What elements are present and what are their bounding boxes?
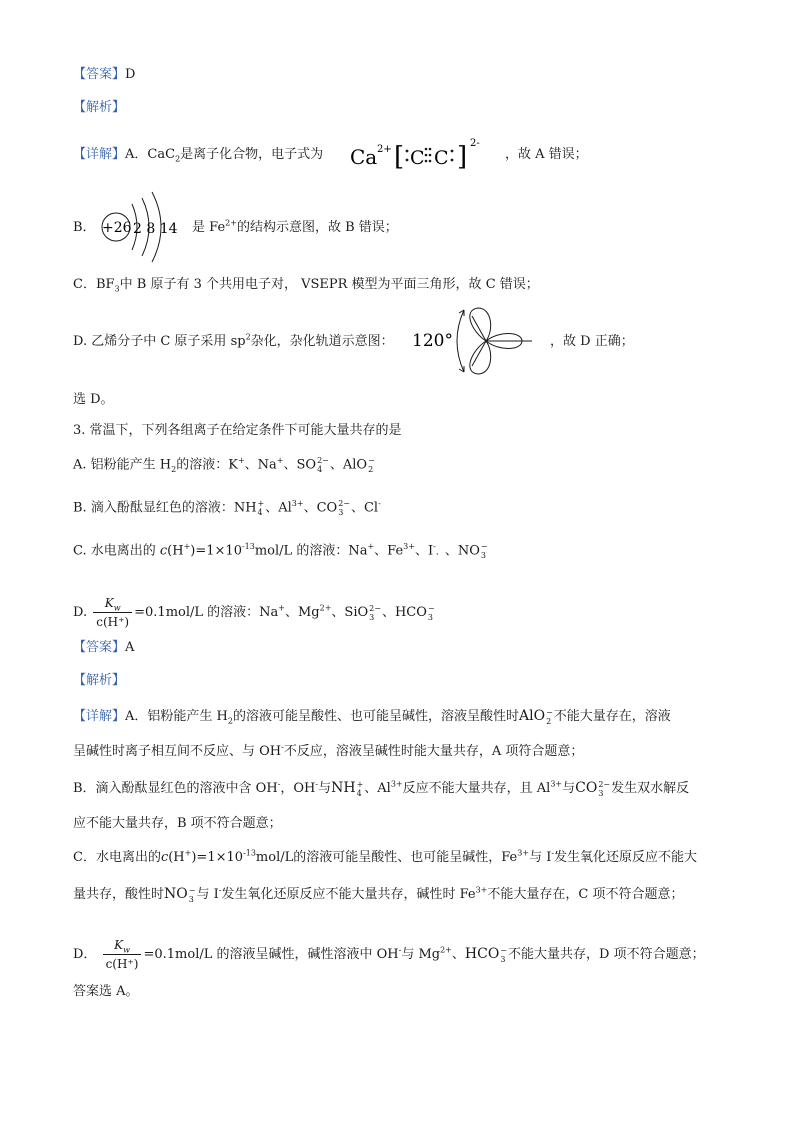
q3-explain-a-line1: 【详解】A．铝粉能产生 $H_2$的溶液可能呈酸性、也可能呈碱性，溶液呈酸性时AlO − 2 不能大量存在，溶液 — [73, 707, 671, 726]
kw-fraction: $\frac{K_w}{c(H^+)}$ — [93, 594, 132, 631]
q2-b-text: 是 $Fe^{2+}$的结构示意图，故 B 错误； — [192, 218, 398, 235]
q2-d-end: ，故 D 正确； — [550, 334, 634, 349]
analysis-label: 【解析】 — [73, 100, 126, 115]
right-bracket: ] — [457, 142, 468, 172]
answer-line — [73, 66, 135, 84]
answer-value: A — [125, 640, 135, 655]
nucleus-charge: +26 — [102, 220, 132, 236]
q3-explain-b-line2: 应不能大量共存，B 项不符合题意； — [73, 816, 282, 831]
q3-analysis-label: 【解析】 — [73, 673, 126, 688]
fe-structure-diagram — [96, 188, 191, 268]
answer-label: 【答案】 — [73, 67, 126, 82]
q3-option-b[interactable]: B. 滴入酚酞显红色的溶液：NH + 4 、$Al^{3+}$、CO 2− 3 、Cl- — [73, 499, 381, 517]
svg-text:C: C — [434, 147, 449, 169]
q2-d-text: D. 乙烯分子中 C 原子采用 $sp^2$杂化，杂化轨道示意图： — [73, 332, 394, 349]
q3-explain-c-line1: C．水电离出的$c(H^+)=1\times 10^{-13}mol/L$的溶液可能呈酸性、也可能呈碱性，$Fe^{3+}$与 I-发生氧化还原反应不能大 — [73, 848, 698, 865]
answer-value: D — [125, 67, 136, 82]
q3-final-answer: 答案选 A。 — [73, 984, 139, 999]
q2-choose: 选 D。 — [73, 392, 114, 407]
answer-label: 【答案】 — [73, 640, 126, 655]
q3-option-c[interactable]: C. 水电离出的 $c(H^+)=1\times 10^{-13}mol/L$ 的溶液：Na+、$Fe^{3+}$、I-、、NO − 3 — [73, 542, 488, 560]
sp2-orbital-diagram — [412, 302, 537, 380]
bond-angle: 120° — [412, 331, 453, 351]
q2-option-a-explanation: 【详解】A．CaC$_2$是离子化合物，电子式为 — [73, 147, 324, 164]
svg-text:C: C — [410, 147, 425, 169]
q3-explain-b-line1: B．滴入酚酞显红色的溶液中含 OH-，OH-与NH + 4 、$Al^{3+}$反应不能大量共存，且 $Al^{3+}$与CO 2− 3 发生双水解反 — [73, 779, 690, 798]
left-bracket: [ — [394, 142, 405, 172]
q2-b-label: B． — [73, 220, 96, 235]
q3-explain-c-line2: 量共存，酸性时NO − 3 与 I-发生氧化还原反应不能大量共存，碱性时 $Fe^{3+}$不能大量存在，C 项不符合题意； — [73, 885, 684, 904]
q2-a-end: ，故 A 错误； — [505, 147, 588, 162]
q2-c-text: C．$BF_3$中 B 原子有 3 个共用电子对， VSEPR 模型为平面三角形，故 C 错误； — [73, 277, 539, 294]
detail-label: 【详解】 — [73, 147, 126, 162]
ca-symbol: Ca — [350, 145, 378, 169]
shell-electrons: 2 8 14 — [133, 221, 178, 237]
cac2-electron-formula — [346, 134, 496, 174]
kw-fraction-explain: $\frac{K_w}{c(H^+)}$ — [103, 936, 142, 973]
ca-charge: 2+ — [377, 144, 392, 155]
q3-option-a[interactable]: A. 铝粉能产生 $H_2$的溶液：K+、Na+、SO 2− 4 、AlO − 2 — [73, 456, 375, 475]
q3-explain-a-line2: 呈碱性时离子相互间不反应、与 OH-不反应，溶液呈碱性时能大量共存，A 项符合题意； — [73, 742, 584, 759]
q3-question: 3. 常温下，下列各组离子在给定条件下可能大量共存的是 — [73, 423, 402, 438]
q3-explain-d: D． $\frac{K_w}{c(H^+)}$ =0.1mol/L 的溶液呈碱性，碱性溶液中 OH-与 $Mg^{2+}$、HCO − 3 不能大量共存，D 项不符合题意； — [73, 938, 705, 971]
q3-option-d[interactable]: D. $\frac{K_w}{c(H^+)}$ =0.1mol/L 的溶液：Na+、$Mg^{2+}$、SiO 2− 3 、HCO − 3 — [73, 596, 435, 629]
anion-charge: 2- — [470, 138, 480, 149]
q3-answer-line — [73, 639, 134, 657]
